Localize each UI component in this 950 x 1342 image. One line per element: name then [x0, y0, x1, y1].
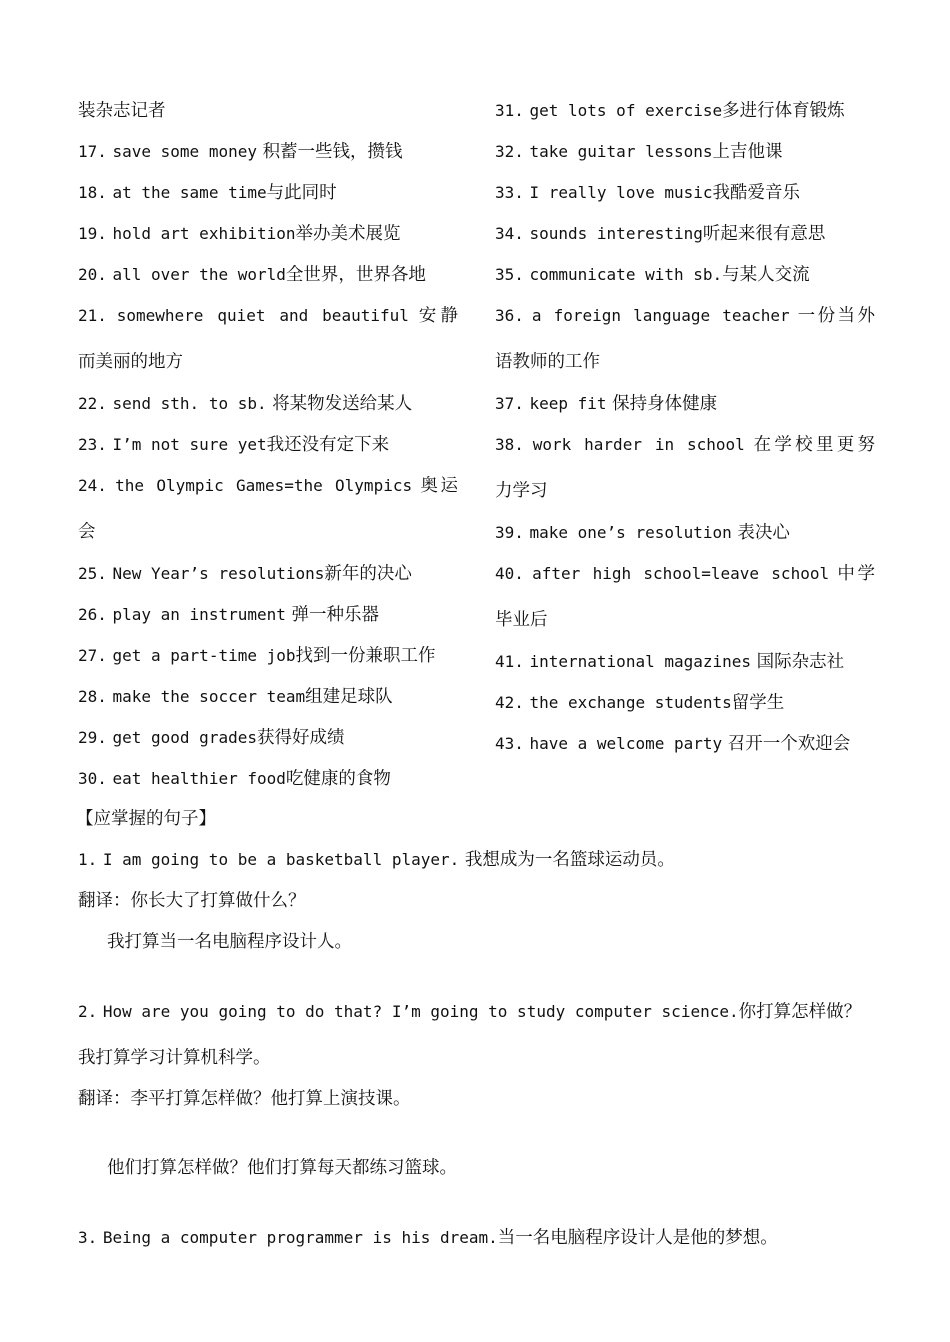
vocab-chinese: 上吉他课: [712, 142, 783, 162]
vocab-line: [495, 350, 875, 374]
vocab-item: [78, 474, 458, 498]
vocab-english: communicate with sb.: [529, 265, 723, 284]
vocab-number: 23.: [78, 435, 107, 454]
sentence-number: 2.: [78, 1002, 98, 1021]
vocab-item: [495, 521, 875, 545]
vocab-item: [495, 140, 875, 164]
vocab-item: [78, 644, 458, 668]
vocab-number: 17.: [78, 142, 107, 161]
vocab-english: after high school=leave school: [532, 564, 830, 583]
vocab-chinese: 我还没有定下来: [266, 435, 390, 455]
vocab-chinese: 保持身体健康: [612, 394, 718, 414]
vocab-chinese: 与某人交流: [722, 265, 810, 285]
sentence-chinese: 我想成为一名篮球运动员。: [464, 850, 675, 870]
vocab-number: 35.: [495, 265, 524, 284]
vocab-item: [78, 263, 458, 287]
vocab-item: [78, 562, 458, 586]
vocab-chinese: 表决心: [737, 523, 790, 543]
vocab-english: hold art exhibition: [112, 224, 296, 243]
vocab-number: 29.: [78, 728, 107, 747]
vocab-chinese: 新年的决心: [324, 564, 412, 584]
vocab-number: 24.: [78, 476, 107, 495]
sentence-number: 3.: [78, 1228, 98, 1247]
sentence-english: Being a computer programmer is his dream.: [102, 1228, 498, 1247]
vocab-english: save some money: [112, 142, 257, 161]
vocab-item: [495, 562, 875, 586]
section-heading: 【应掌握的句子】: [76, 809, 216, 829]
vocab-line: [78, 350, 458, 374]
vocab-number: 18.: [78, 183, 107, 202]
vocab-chinese: 听起来很有意思: [702, 224, 826, 244]
vocab-chinese: 而美丽的地方: [78, 352, 183, 372]
vocab-number: 19.: [78, 224, 107, 243]
vocab-english: eat healthier food: [112, 769, 286, 788]
sentence-chinese: 你打算怎样做？: [738, 1002, 862, 1022]
vocab-number: 25.: [78, 564, 107, 583]
vocab-number: 43.: [495, 734, 524, 753]
translation-line: 他们打算怎样做？他们打算每天都练习篮球。: [107, 1158, 457, 1178]
vocab-chinese: 奥运: [420, 476, 459, 496]
vocab-number: 27.: [78, 646, 107, 665]
vocab-chinese: 获得好成绩: [256, 728, 345, 748]
vocab-english: I really love music: [529, 183, 713, 202]
translation-prompt: 翻译：李平打算怎样做？他打算上演技课。: [78, 1089, 411, 1109]
vocab-number: 40.: [495, 564, 524, 583]
vocab-item: [78, 603, 458, 627]
vocab-chinese: 将某物发送给某人: [272, 394, 413, 414]
vocab-chinese: 中学: [837, 564, 876, 584]
sentence-item: [78, 848, 898, 872]
vocab-english: send sth. to sb.: [112, 394, 267, 413]
vocab-english: make the soccer team: [112, 687, 306, 706]
vocab-line: [78, 99, 458, 123]
vocab-number: 30.: [78, 769, 107, 788]
vocab-english: get good grades: [112, 728, 257, 747]
vocab-number: 21.: [78, 306, 107, 325]
sentence-continuation: 我打算学习计算机科学。: [78, 1048, 271, 1068]
vocab-item: [495, 263, 875, 287]
vocab-item: [78, 685, 458, 709]
vocab-chinese: 组建足球队: [305, 687, 393, 707]
vocab-english: make one’s resolution: [529, 523, 732, 542]
vocab-chinese: 安静: [418, 306, 458, 326]
vocab-chinese: 一份当外: [797, 306, 875, 326]
vocab-chinese: 全世界，世界各地: [285, 265, 426, 285]
vocab-item: [495, 181, 875, 205]
vocab-english: all over the world: [112, 265, 286, 284]
vocab-number: 22.: [78, 394, 107, 413]
vocab-number: 32.: [495, 142, 524, 161]
vocab-item: [78, 304, 458, 328]
vocab-item: [78, 433, 458, 457]
vocab-chinese: 毕业后: [495, 610, 548, 630]
vocab-chinese: 装杂志记者: [78, 101, 166, 121]
vocab-english: a foreign language teacher: [531, 306, 790, 325]
vocab-english: international magazines: [529, 652, 752, 671]
sentence-number: 1.: [78, 850, 98, 869]
vocab-item: [78, 726, 458, 750]
vocab-english: sounds interesting: [529, 224, 703, 243]
vocab-english: somewhere quiet and beautiful: [116, 306, 409, 325]
vocab-number: 34.: [495, 224, 524, 243]
vocab-english: New Year’s resolutions: [112, 564, 325, 583]
vocab-english: the Olympic Games=the Olympics: [115, 476, 413, 495]
vocab-english: play an instrument: [112, 605, 286, 624]
vocab-item: [78, 222, 458, 246]
vocab-item: [495, 433, 875, 457]
vocab-number: 36.: [495, 306, 524, 325]
vocab-number: 28.: [78, 687, 107, 706]
vocab-number: 39.: [495, 523, 524, 542]
vocab-chinese: 语教师的工作: [495, 352, 600, 372]
vocab-english: I’m not sure yet: [112, 435, 267, 454]
vocab-chinese: 国际杂志社: [756, 652, 845, 672]
vocab-number: 31.: [495, 101, 524, 120]
vocab-english: get lots of exercise: [529, 101, 723, 120]
sentence-english: I am going to be a basketball player.: [102, 850, 460, 869]
sentence-english: How are you going to do that? I’m going to study computer science.: [102, 1002, 739, 1021]
vocab-english: keep fit: [529, 394, 607, 413]
vocab-item: [495, 99, 875, 123]
vocab-line: [78, 520, 458, 544]
vocab-item: [495, 691, 875, 715]
vocab-item: [78, 181, 458, 205]
vocab-chinese: 在学校里更努: [753, 435, 875, 455]
vocab-chinese: 弹一种乐器: [291, 605, 379, 625]
vocab-item: [495, 392, 875, 416]
vocab-item: [495, 222, 875, 246]
vocab-number: 37.: [495, 394, 524, 413]
vocab-chinese: 力学习: [495, 481, 548, 501]
vocab-number: 20.: [78, 265, 107, 284]
vocab-number: 42.: [495, 693, 524, 712]
sentence-chinese: 当一名电脑程序设计人是他的梦想。: [497, 1228, 778, 1248]
vocab-english: have a welcome party: [529, 734, 723, 753]
vocab-number: 33.: [495, 183, 524, 202]
vocab-item: [78, 767, 458, 791]
vocab-line: [495, 608, 875, 632]
vocab-english: at the same time: [112, 183, 267, 202]
vocab-english: get a part-time job: [112, 646, 296, 665]
vocab-item: [78, 140, 458, 164]
vocab-line: [495, 479, 875, 503]
vocab-chinese: 会: [78, 522, 96, 542]
vocab-chinese: 找到一份兼职工作: [295, 646, 436, 666]
vocab-chinese: 多进行体育锻炼: [722, 101, 845, 121]
vocab-number: 41.: [495, 652, 524, 671]
translation-prompt: 翻译：你长大了打算做什么？: [78, 891, 306, 911]
vocab-number: 38.: [495, 435, 524, 454]
vocab-chinese: 我酷爱音乐: [712, 183, 801, 203]
vocab-chinese: 与此同时: [266, 183, 337, 203]
vocab-chinese: 召开一个欢迎会: [727, 734, 851, 754]
vocab-chinese: 举办美术展览: [295, 224, 401, 244]
vocab-english: work harder in school: [532, 435, 745, 454]
vocab-chinese: 吃健康的食物: [285, 769, 391, 789]
vocab-english: the exchange students: [529, 693, 732, 712]
vocab-item: [495, 650, 875, 674]
vocab-english: take guitar lessons: [529, 142, 713, 161]
vocab-number: 26.: [78, 605, 107, 624]
sentence-item: [78, 1000, 888, 1024]
translation-line: 我打算当一名电脑程序设计人。: [107, 932, 352, 952]
vocab-item: [78, 392, 458, 416]
vocab-chinese: 积蓄一些钱，攒钱: [262, 142, 403, 162]
vocab-item: [495, 732, 875, 756]
vocab-item: [495, 304, 875, 328]
vocab-chinese: 留学生: [731, 693, 785, 713]
sentence-item: [78, 1226, 898, 1250]
